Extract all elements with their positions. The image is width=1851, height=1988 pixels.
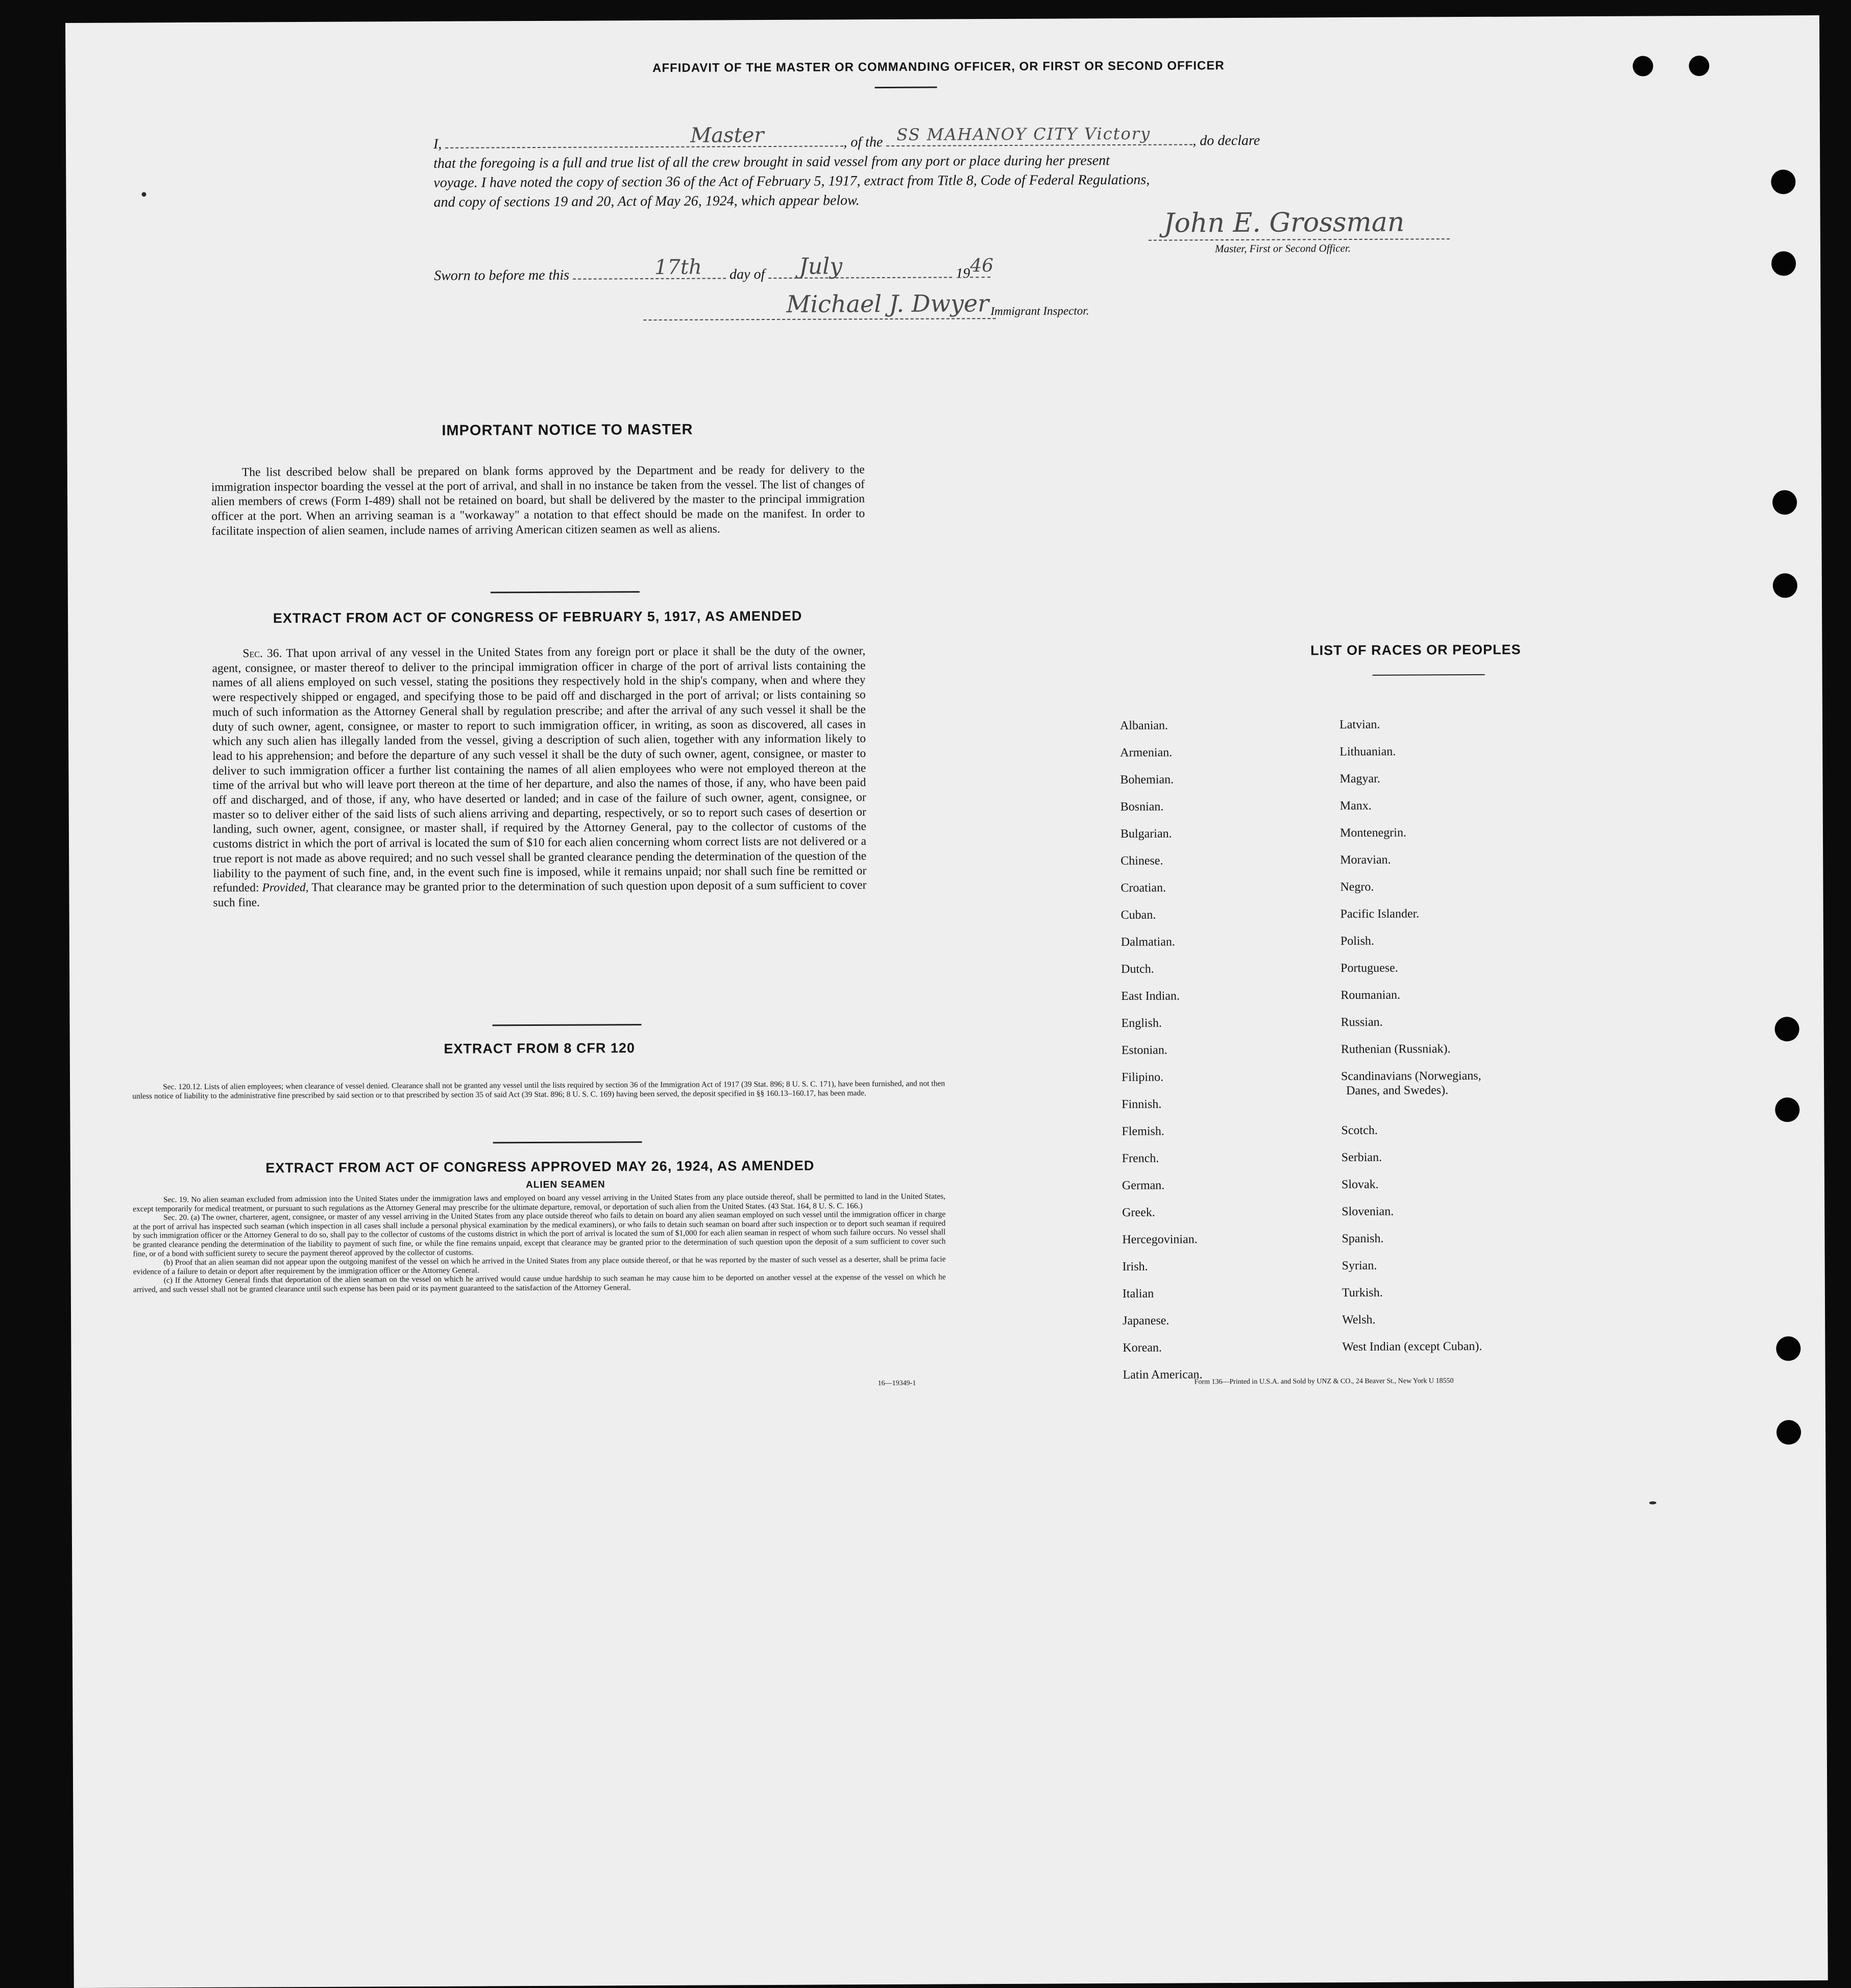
punch-hole	[1771, 169, 1795, 194]
sec-20c: (c) If the Attorney General finds that deportation of the alien seaman on the vessel on which he arrived would cause undue hardship to such seaman he may cause him to be deported on another vessel at the expense of the vessel on which he arrived, and such vessel shall not be granted clearance until such expense has been paid or its payment guaranteed to the satisfaction of the Attorney General.	[133, 1272, 946, 1294]
sec-36-label: Sec. 36.	[242, 647, 282, 660]
race-item: Negro.	[1340, 880, 1374, 894]
master-title-handwriting: Master	[690, 124, 764, 148]
vessel-name-handwriting: SS MAHANOY CITY Victory	[896, 124, 1151, 144]
day-handwriting: 17th	[654, 255, 702, 279]
vessel-name-field	[886, 124, 1192, 146]
year-handwriting: 46	[970, 255, 994, 277]
punch-hole	[1776, 1336, 1800, 1361]
race-item: Ruthenian (Russniak).	[1341, 1042, 1451, 1057]
form-number: 16—19349-1	[878, 1379, 916, 1388]
race-item: Bosnian.	[1120, 800, 1164, 814]
race-item: Albanian.	[1119, 719, 1168, 732]
race-item: Chinese.	[1121, 854, 1163, 868]
master-signature: John E. Grossman	[1163, 207, 1405, 239]
race-item: Welsh.	[1342, 1313, 1376, 1327]
sec-20b: (b) Proof that an alien seaman did not appear upon the outgoing manifest of the vessel on which he arrived in the United States from any place outside thereof, or that he was reported by the master of such vessel as a deserter, shall be prima facie evidence of a failure to detain or deport after requirement by the immigration officer or the Attorney General.	[133, 1255, 946, 1277]
race-item: Armenian.	[1120, 746, 1173, 759]
year-field	[970, 255, 994, 278]
race-item: Magyar.	[1339, 772, 1380, 786]
race-item: Moravian.	[1340, 853, 1391, 867]
sec-19: Sec. 19. No alien seaman excluded from admission into the United States under the immigration laws and employed on board any vessel arriving in the United States from any place outside thereof, shall be permitted to land in the United States, except temporarily for medical treatment, or pursuant to such regulations as the Attorney General may prescribe for the ultimate departure, removal, or deportation of such alien from the United States. (43 Stat. 164, 8 U. S. C. 166.)	[133, 1192, 946, 1214]
race-item: Bohemian.	[1120, 773, 1174, 787]
race-item: Greek.	[1122, 1206, 1155, 1219]
race-item: Japanese.	[1123, 1314, 1170, 1328]
punch-hole	[1633, 56, 1653, 76]
provided-label: Provided,	[262, 881, 309, 895]
speck	[141, 192, 146, 197]
race-item: Pacific Islander.	[1340, 907, 1420, 921]
notice-title: IMPORTANT NOTICE TO MASTER	[442, 421, 693, 439]
affidavit-line-2: that the foregoing is a full and true list of all the crew brought in said vessel from any port or place during her present	[433, 153, 1110, 171]
notice-body: The list described below shall be prepared on blank forms approved by the Department and be ready for delivery to the immigration inspector boarding the vessel at the port of arrival, and shall in no instance be taken from the vessel. The list of changes of alien members of crews (Form I-489) shall not be retained on board, but shall be delivered by the master to the principal immigration officer at the port. When an arriving seaman is a "workaway" a notation to that effect should be made on the manifest. In order to facilitate inspection of alien seamen, include names of arriving American citizen seamen as well as aliens.	[211, 463, 865, 538]
section-rule	[493, 1141, 642, 1143]
inspector-signature-line	[643, 289, 995, 321]
race-item: Manx.	[1339, 799, 1372, 813]
cfr-title: EXTRACT FROM 8 CFR 120	[444, 1040, 636, 1057]
form-footer: Form 136—Printed in U.S.A. and Sold by UNZ & CO., 24 Beaver St., New York U 18550	[1194, 1377, 1454, 1386]
extract-1924-body	[133, 1192, 946, 1294]
do-declare-label: , do declare	[1192, 132, 1260, 149]
race-item: Hercegovinian.	[1122, 1233, 1198, 1246]
race-item: Flemish.	[1122, 1124, 1164, 1138]
punch-hole	[1773, 573, 1797, 598]
section-rule	[491, 591, 640, 593]
race-item: French.	[1122, 1151, 1159, 1165]
races-title: LIST OF RACES OR PEOPLES	[1310, 642, 1521, 658]
sec-36-proviso: That clearance may be granted prior to the determination of such question upon deposit of a sum sufficient to cover such fine.	[213, 878, 867, 910]
race-item: Lithuanian.	[1339, 745, 1396, 759]
race-item: Estonian.	[1121, 1043, 1167, 1057]
race-item: Dalmatian.	[1121, 935, 1175, 949]
of-the-label: , of the	[843, 134, 883, 151]
punch-hole	[1772, 490, 1797, 514]
race-item: Irish.	[1122, 1260, 1148, 1273]
cfr-body: Sec. 120.12. Lists of alien employees; when clearance of vessel denied. Clearance shall not be granted any vessel until the lists required by section 36 of the Immigration Act of 1917 (39 Stat. 896; 8 U. S. C. 171), have been furnished, and not then unless notice of liability to the administrative fine prescribed by said section or to that prescribed by section 35 of said Act (39 Stat. 896; 8 U. S. C. 169) having been served, the deposit specified in §§ 160.13–160.17, has been made.	[132, 1079, 945, 1101]
punch-hole	[1689, 56, 1709, 76]
race-item: German.	[1122, 1179, 1165, 1192]
race-item: English.	[1121, 1016, 1162, 1030]
sworn-line	[434, 253, 1485, 286]
race-item: Russian.	[1341, 1015, 1383, 1029]
year-prefix: 19	[956, 265, 970, 282]
affidavit-title: AFFIDAVIT OF THE MASTER OR COMMANDING OFFICER, OR FIRST OR SECOND OFFICER	[652, 59, 1225, 75]
race-item: Dutch.	[1121, 962, 1154, 976]
race-item: Serbian.	[1341, 1150, 1382, 1165]
punch-hole	[1775, 1097, 1799, 1122]
month-handwriting: July	[799, 253, 843, 280]
title-rule	[875, 87, 937, 89]
race-item: Finnish.	[1122, 1097, 1162, 1111]
race-item: Filipino.	[1121, 1070, 1164, 1084]
speck	[1649, 1501, 1657, 1504]
sec-20a: Sec. 20. (a) The owner, charterer, agent, consignee, or master of any vessel arriving in the United States from any place outside thereof who fails to detain on board any alien seaman employed on such vessel until the immigration officer in charge at the port of arrival has inspected such seaman (which inspection in all cases shall include a personal physical examination by the medical examiners), or who fails to detain such seaman on board after such inspection or to deport such seaman if required by such immigration officer or the Attorney General to do so, shall pay to the collector of customs of the customs district in which the port of arrival is located the sum of $1,000 for each alien seaman in respect of whom such failure occurs. No vessel shall be granted clearance pending the determination of the liability to payment of such fine, or while the fine remains unpaid, except that clearance may be granted prior to the determination of such question upon the deposit of a sum sufficient to cover such fine, or of a bond with sufficient surety to secure the payment thereof approved by the collector of customs.	[133, 1210, 946, 1259]
master-signature-line	[1149, 206, 1450, 241]
inspector-signature: Michael J. Dwyer	[786, 289, 989, 318]
race-item: Montenegrin.	[1339, 826, 1406, 840]
day-field	[573, 255, 726, 279]
document-page	[65, 15, 1828, 1988]
race-item: Danes, and Swedes).	[1346, 1084, 1449, 1098]
race-item: East Indian.	[1121, 989, 1180, 1003]
race-item: Latvian.	[1339, 718, 1380, 732]
race-item: Slovak.	[1341, 1177, 1379, 1192]
affidavit-line-3: voyage. I have noted the copy of section 36 of the Act of February 5, 1917, extract from Title 8, Code of Federal Regulations,	[433, 171, 1150, 191]
extract-1917-title: EXTRACT FROM ACT OF CONGRESS OF FEBRUARY 5, 1917, AS AMENDED	[273, 608, 802, 626]
alien-seamen-subtitle: ALIEN SEAMEN	[526, 1179, 605, 1191]
race-item: Syrian.	[1342, 1259, 1377, 1273]
master-caption: Master, First or Second Officer.	[1214, 242, 1351, 255]
races-column-2	[65, 15, 1819, 23]
race-item: Korean.	[1123, 1341, 1162, 1355]
extract-1917-body	[212, 644, 866, 910]
day-of-label: day of	[729, 266, 765, 283]
race-item: Croatian.	[1121, 881, 1166, 895]
punch-hole	[1776, 1420, 1801, 1444]
inspector-caption: Immigrant Inspector.	[990, 304, 1089, 318]
race-item: West Indian (except Cuban).	[1342, 1339, 1482, 1354]
sec-36-text: That upon arrival of any vessel in the United States from any foreign port or place it shall be the duty of the owner, agent, consignee, or master thereof to deliver to the principal immigration officer in charge of the port of arrival lists containing the names of all aliens employed on such vessel, stating the positions they respectively hold in the ship's company, when and where they were respectively shipped or engaged, and specifying those to be paid off and discharged in the port of arrival; or lists containing so much of such information as the Attorney General shall by regulation prescribe; and after the arrival of any such vessel it shall be the duty of such owner, agent, consignee, or master to report to such immigration officer, in writing, as soon as discovered, all cases in which any such alien has illegally landed from the vessel, giving a description of such alien, together with any information likely to lead to his apprehension; and before the departure of any such vessel it shall be the duty of such owner, agent, consignee, or master to deliver to such immigration officer a further list containing the names of all alien employees who were not employed thereon at the time of the arrival but who will leave port thereon at the time of her departure, and also the names of those, if any, who have been paid off and discharged, and of those, if any, who have deserted or landed; and in case of the failure of such owner, agent, consignee, or master so to deliver either of the said lists of such aliens arriving and departing, respectively, or so to report such cases of desertion or landing, such owner, agent, consignee, or master shall, if required by the Attorney General, pay to the collector of customs of the customs district in which the port of arrival is located the sum of $10 for each alien concerning whom correct lists are not delivered or a true report is not made as above required; and no such vessel shall be granted clearance pending the determination of the question of the liability to the payment of such fine, and, in the event such fine is imposed, while it remains unpaid; nor shall such fine be remitted or refunded:	[212, 644, 867, 895]
punch-hole	[1775, 1017, 1799, 1041]
race-item: Portuguese.	[1341, 961, 1398, 975]
race-item: Scandinavians (Norwegians,	[1341, 1069, 1481, 1084]
i-label: I,	[433, 136, 442, 152]
race-item: Scotch.	[1341, 1123, 1378, 1138]
affidavit-line-4: and copy of sections 19 and 20, Act of May 26, 1924, which appear below.	[433, 192, 860, 210]
races-column-1	[65, 15, 1819, 23]
punch-hole	[1771, 251, 1796, 276]
extract-1924-title: EXTRACT FROM ACT OF CONGRESS APPROVED MAY 26, 1924, AS AMENDED	[265, 1158, 815, 1176]
sworn-label: Sworn to before me this	[434, 267, 570, 284]
section-rule	[493, 1024, 642, 1026]
race-item: Turkish.	[1342, 1286, 1383, 1300]
race-item: Polish.	[1340, 934, 1374, 948]
race-item: Cuban.	[1121, 908, 1156, 922]
race-item: Slovenian.	[1342, 1205, 1394, 1219]
race-item: Latin American.	[1123, 1368, 1203, 1382]
master-title-field	[445, 124, 843, 148]
race-item: Bulgarian.	[1120, 827, 1172, 841]
race-item: Roumanian.	[1341, 988, 1401, 1002]
race-item: Spanish.	[1342, 1232, 1384, 1246]
race-item: Italian	[1122, 1287, 1154, 1300]
races-rule	[1373, 674, 1485, 676]
month-field	[768, 253, 952, 280]
